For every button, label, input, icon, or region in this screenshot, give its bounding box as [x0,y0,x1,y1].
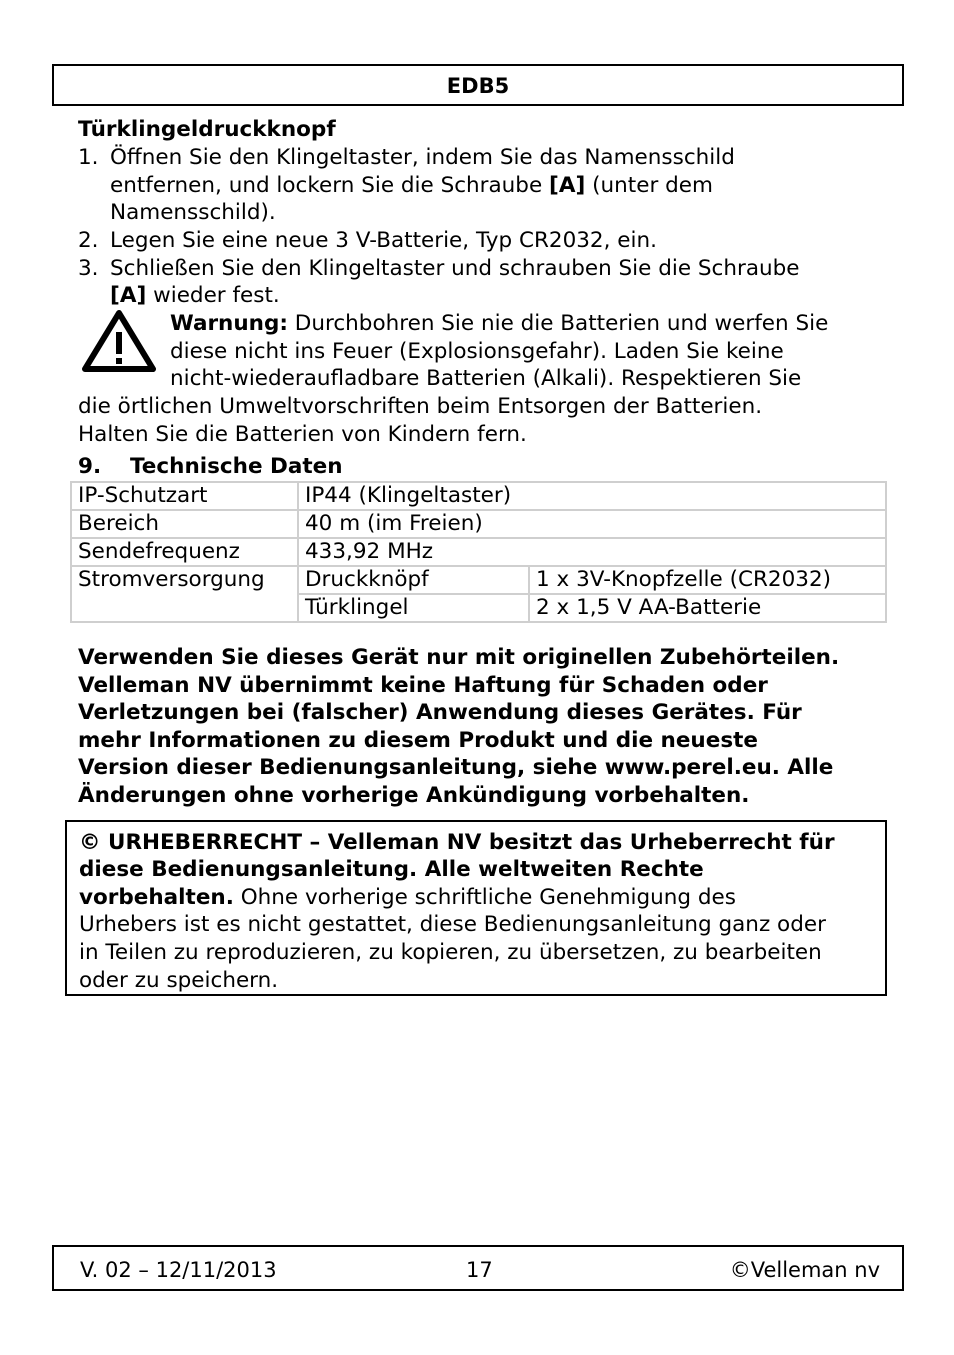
warning-line2: diese nicht ins Feuer (Explosionsgefahr). Laden Sie keine [170,339,784,364]
step-2-line1: Legen Sie eine neue 3 V-Batterie, Typ CR2032, ein. [110,228,657,253]
tech-section-heading: 9. Technische Daten [78,454,343,479]
footer-brand: ©Velleman nv [729,1258,880,1282]
warning-label: Warnung: [170,311,288,336]
copyright-line: in Teilen zu reproduzieren, zu kopieren, zu übersetzen, zu bearbeiten [79,940,822,965]
table-row [71,538,886,566]
spec-sub-label: Druckknöpf [298,566,529,594]
page-header [52,64,904,106]
spec-value: 1 x 3V-Knopfzelle (CR2032) [529,566,886,594]
disclaimer-line: mehr Informationen zu diesem Produkt und die neueste [78,727,758,753]
section-heading: Türklingeldruckknopf [78,117,336,142]
step-3-line1: Schließen Sie den Klingeltaster und schrauben Sie die Schraube [110,256,800,281]
table-row [71,482,886,510]
step-2-number: 2. [78,228,99,253]
step-1-number: 1. [78,145,99,170]
step-1-line3: Namensschild). [110,200,276,225]
warning-triangle-icon [82,310,156,372]
table-row [71,510,886,538]
spec-label: Stromversorgung [71,566,298,622]
copyright-line: © URHEBERRECHT – Velleman NV besitzt das Urheberrecht für [79,830,835,855]
page-number: 17 [466,1258,493,1282]
disclaimer-line: Version dieser Bedienungsanleitung, siehe www.perel.eu. Alle [78,755,834,781]
spec-label: Bereich [71,510,298,538]
warning-line3: nicht-wiederaufladbare Batterien (Alkali). Respektieren Sie [170,366,802,391]
spec-value: 40 m (im Freien) [298,510,886,538]
specs-table [70,481,887,623]
copyright-line: Urhebers ist es nicht gestattet, diese Bedienungsanleitung ganz oder [79,912,826,937]
table-row [71,566,886,594]
model-name: EDB5 [446,74,510,98]
copyright-line: vorbehalten. Ohne vorherige schriftliche Genehmigung des [79,885,736,910]
spec-value: 2 x 1,5 V AA-Batterie [529,594,886,622]
spec-label: IP-Schutzart [71,482,298,510]
warning-line5: Halten Sie die Batterien von Kindern fern. [78,422,527,447]
spec-value: IP44 (Klingeltaster) [298,482,886,510]
warning-line4: die örtlichen Umweltvorschriften beim Entsorgen der Batterien. [78,394,763,419]
footer-version: V. 02 – 12/11/2013 [80,1258,277,1282]
copyright-line: oder zu speichern. [79,968,279,993]
warning-line1: Warnung: Durchbohren Sie nie die Batterien und werfen Sie [170,311,829,336]
step-3-number: 3. [78,256,99,281]
spec-sub-label: Türklingel [298,594,529,622]
step-1-line1: Öffnen Sie den Klingeltaster, indem Sie das Namensschild [110,145,735,170]
disclaimer-line: Verletzungen bei (falscher) Anwendung dieses Gerätes. Für [78,700,802,726]
spec-label: Sendefrequenz [71,538,298,566]
page-footer [52,1245,904,1291]
disclaimer-line: Velleman NV übernimmt keine Haftung für Schaden oder [78,672,768,698]
step-1-line2: entfernen, und lockern Sie die Schraube [A] (unter dem [110,173,713,198]
disclaimer-line: Verwenden Sie dieses Gerät nur mit originellen Zubehörteilen. [78,645,840,670]
disclaimer-line: Änderungen ohne vorherige Ankündigung vorbehalten. [78,782,750,808]
step-3-line2: [A] wieder fest. [110,283,280,308]
spec-value: 433,92 MHz [298,538,886,566]
copyright-line: diese Bedienungsanleitung. Alle weltweiten Rechte [79,857,704,882]
copyright-box [65,820,887,996]
disclaimer-paragraph [78,644,839,810]
